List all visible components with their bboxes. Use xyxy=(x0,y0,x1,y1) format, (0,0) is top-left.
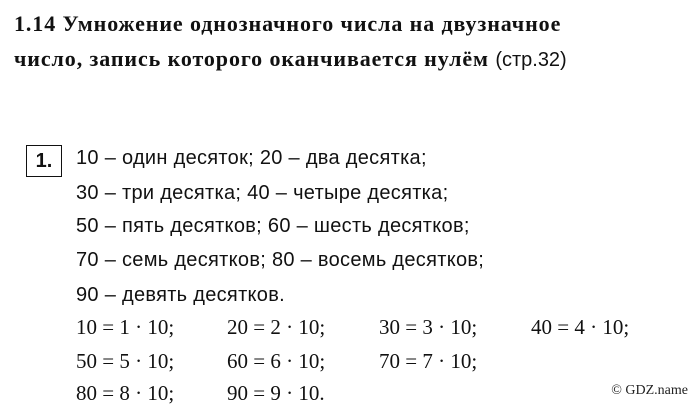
answer-line-1: 10 – один десяток; 20 – два десятка; xyxy=(76,147,427,169)
answer-line-2: 30 – три десятка; 40 – четыре десятка; xyxy=(76,182,449,204)
equation: 60 = 6 · 10; xyxy=(227,349,326,373)
heading-line-2-text: число, запись которого оканчивается нулём xyxy=(14,46,489,71)
equation-row-2 xyxy=(76,348,676,374)
answer-line-5: 90 – девять десятков. xyxy=(76,284,286,306)
watermark: © GDZ.name xyxy=(611,383,688,398)
equation: 80 = 8 · 10; xyxy=(76,381,175,405)
section-heading xyxy=(14,6,694,78)
answer-line-3: 50 – пять десятков; 60 – шесть десятков; xyxy=(76,215,470,237)
equation: 50 = 5 · 10; xyxy=(76,349,175,373)
equation: 10 = 1 · 10; xyxy=(76,315,175,339)
heading-line-1: 1.14 Умножение однозначного числа на двузначное xyxy=(14,11,562,36)
equation: 70 = 7 · 10; xyxy=(379,349,478,373)
page-reference: (стр.32) xyxy=(495,49,567,71)
equation-row-1 xyxy=(76,314,676,340)
equation: 90 = 9 · 10. xyxy=(227,381,325,405)
equation: 20 = 2 · 10; xyxy=(227,315,326,339)
equation: 40 = 4 · 10; xyxy=(531,315,630,339)
heading-line-2 xyxy=(14,41,694,78)
equation-row-3 xyxy=(76,380,676,406)
answer-line-4: 70 – семь десятков; 80 – восемь десятков; xyxy=(76,249,485,271)
equation: 30 = 3 · 10; xyxy=(379,315,478,339)
task-number-box: 1. xyxy=(26,145,62,177)
